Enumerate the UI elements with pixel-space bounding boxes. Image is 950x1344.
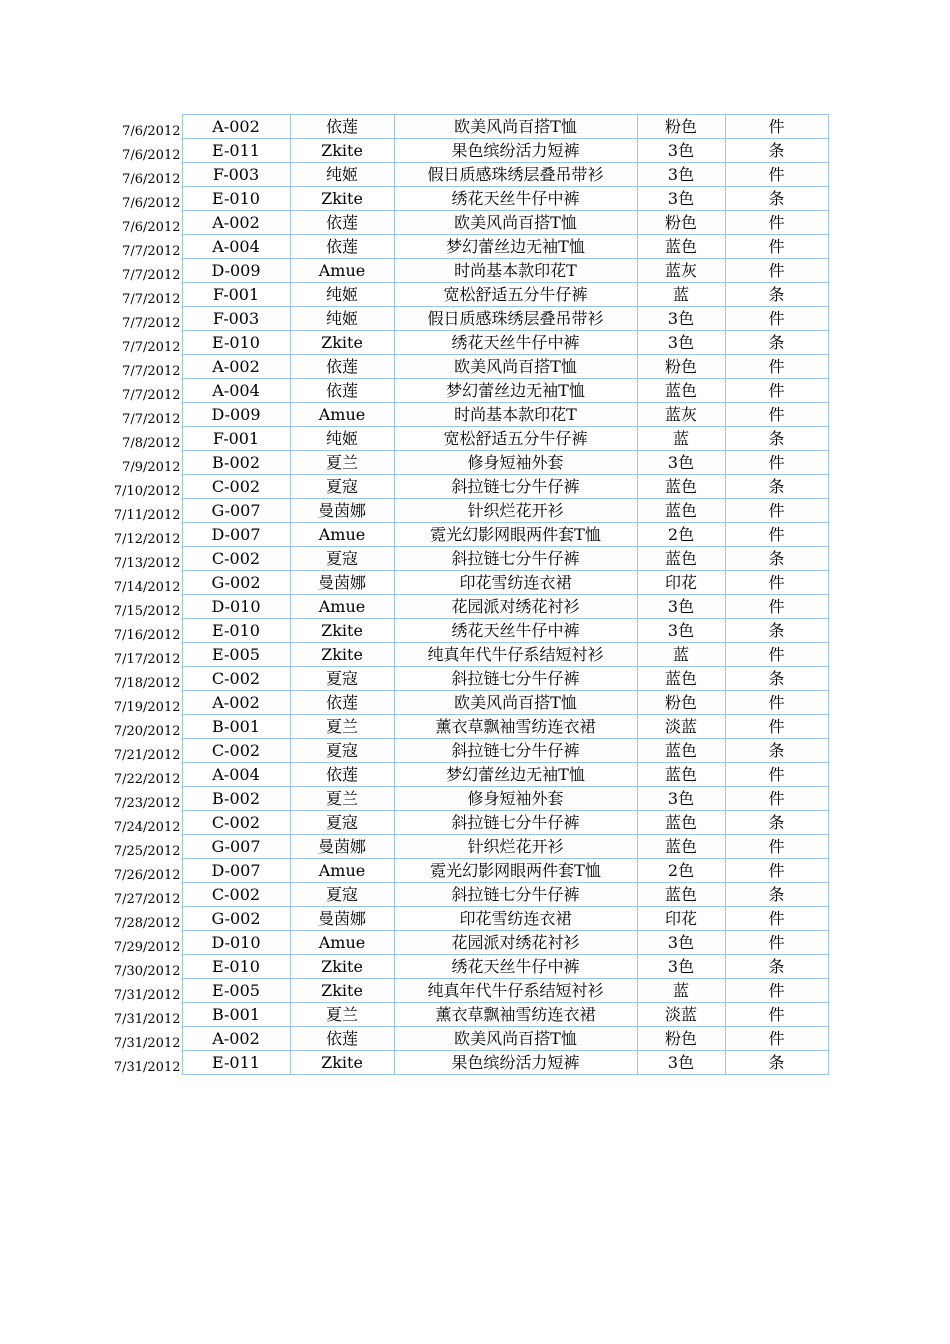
product-name-cell: 欧美风尚百搭T恤 — [394, 691, 637, 715]
unit-cell: 件 — [725, 403, 828, 427]
table-row — [94, 307, 828, 331]
brand-cell: Zkite — [290, 979, 394, 1003]
unit-cell: 件 — [725, 715, 828, 739]
product-name-cell: 梦幻蕾丝边无袖T恤 — [394, 763, 637, 787]
product-code-cell: D-009 — [182, 403, 290, 427]
product-name-cell: 印花雪纺连衣裙 — [394, 907, 637, 931]
unit-cell: 条 — [725, 427, 828, 451]
product-code-cell: G-002 — [182, 571, 290, 595]
brand-cell: 夏寇 — [290, 739, 394, 763]
table-row — [94, 739, 828, 763]
date-cell: 7/7/2012 — [94, 403, 182, 427]
unit-cell: 件 — [725, 523, 828, 547]
product-code-cell: A-002 — [182, 355, 290, 379]
unit-cell: 条 — [725, 739, 828, 763]
unit-cell: 件 — [725, 931, 828, 955]
brand-cell: Zkite — [290, 955, 394, 979]
brand-cell: 夏寇 — [290, 475, 394, 499]
product-code-cell: A-002 — [182, 1027, 290, 1051]
unit-cell: 件 — [725, 571, 828, 595]
product-name-cell: 欧美风尚百搭T恤 — [394, 211, 637, 235]
color-cell: 3色 — [637, 619, 725, 643]
color-cell: 2色 — [637, 859, 725, 883]
color-cell: 3色 — [637, 307, 725, 331]
unit-cell: 件 — [725, 835, 828, 859]
unit-cell: 条 — [725, 283, 828, 307]
date-cell: 7/12/2012 — [94, 523, 182, 547]
unit-cell: 件 — [725, 979, 828, 1003]
brand-cell: 依莲 — [290, 379, 394, 403]
color-cell: 淡蓝 — [637, 715, 725, 739]
product-code-cell: A-002 — [182, 115, 290, 139]
color-cell: 蓝色 — [637, 739, 725, 763]
table-row — [94, 715, 828, 739]
table-row — [94, 1027, 828, 1051]
brand-cell: 夏兰 — [290, 715, 394, 739]
color-cell: 3色 — [637, 187, 725, 211]
color-cell: 蓝色 — [637, 667, 725, 691]
product-name-cell: 斜拉链七分牛仔裤 — [394, 667, 637, 691]
unit-cell: 件 — [725, 595, 828, 619]
brand-cell: Zkite — [290, 619, 394, 643]
product-code-cell: D-010 — [182, 931, 290, 955]
color-cell: 蓝 — [637, 427, 725, 451]
table-row — [94, 907, 828, 931]
brand-cell: Amue — [290, 859, 394, 883]
color-cell: 印花 — [637, 571, 725, 595]
unit-cell: 件 — [725, 643, 828, 667]
date-cell: 7/7/2012 — [94, 259, 182, 283]
product-name-cell: 果色缤纷活力短裤 — [394, 1051, 637, 1075]
unit-cell: 条 — [725, 667, 828, 691]
color-cell: 粉色 — [637, 355, 725, 379]
color-cell: 3色 — [637, 139, 725, 163]
color-cell: 粉色 — [637, 115, 725, 139]
date-cell: 7/9/2012 — [94, 451, 182, 475]
date-cell: 7/6/2012 — [94, 163, 182, 187]
table-row — [94, 499, 828, 523]
product-code-cell: C-002 — [182, 739, 290, 763]
product-name-cell: 绣花天丝牛仔中裤 — [394, 619, 637, 643]
brand-cell: 依莲 — [290, 115, 394, 139]
table-row — [94, 859, 828, 883]
unit-cell: 件 — [725, 859, 828, 883]
product-code-cell: E-010 — [182, 187, 290, 211]
brand-cell: 曼茵娜 — [290, 499, 394, 523]
color-cell: 粉色 — [637, 211, 725, 235]
table-row — [94, 355, 828, 379]
table-row — [94, 787, 828, 811]
table-row — [94, 283, 828, 307]
unit-cell: 条 — [725, 1051, 828, 1075]
unit-cell: 条 — [725, 547, 828, 571]
date-cell: 7/6/2012 — [94, 187, 182, 211]
product-name-cell: 花园派对绣花衬衫 — [394, 595, 637, 619]
unit-cell: 件 — [725, 307, 828, 331]
unit-cell: 件 — [725, 379, 828, 403]
color-cell: 蓝色 — [637, 811, 725, 835]
brand-cell: Zkite — [290, 643, 394, 667]
color-cell: 3色 — [637, 595, 725, 619]
product-code-cell: F-001 — [182, 427, 290, 451]
product-name-cell: 花园派对绣花衬衫 — [394, 931, 637, 955]
product-code-cell: C-002 — [182, 883, 290, 907]
unit-cell: 条 — [725, 811, 828, 835]
date-cell: 7/6/2012 — [94, 139, 182, 163]
product-name-cell: 薰衣草飘袖雪纺连衣裙 — [394, 715, 637, 739]
unit-cell: 件 — [725, 235, 828, 259]
date-cell: 7/30/2012 — [94, 955, 182, 979]
product-name-cell: 修身短袖外套 — [394, 451, 637, 475]
product-name-cell: 针织烂花开衫 — [394, 499, 637, 523]
product-code-cell: E-005 — [182, 979, 290, 1003]
table-row — [94, 619, 828, 643]
brand-cell: 依莲 — [290, 1027, 394, 1051]
unit-cell: 件 — [725, 1027, 828, 1051]
table-row — [94, 451, 828, 475]
date-cell: 7/17/2012 — [94, 643, 182, 667]
unit-cell: 件 — [725, 691, 828, 715]
product-code-cell: D-007 — [182, 523, 290, 547]
unit-cell: 件 — [725, 259, 828, 283]
date-cell: 7/23/2012 — [94, 787, 182, 811]
brand-cell: 纯姬 — [290, 307, 394, 331]
color-cell: 3色 — [637, 451, 725, 475]
product-name-cell: 梦幻蕾丝边无袖T恤 — [394, 379, 637, 403]
product-code-cell: B-002 — [182, 451, 290, 475]
product-name-cell: 假日质感珠绣层叠吊带衫 — [394, 163, 637, 187]
table-row — [94, 691, 828, 715]
table-row — [94, 931, 828, 955]
table-row — [94, 835, 828, 859]
brand-cell: Zkite — [290, 139, 394, 163]
product-name-cell: 霓光幻影网眼两件套T恤 — [394, 859, 637, 883]
date-cell: 7/24/2012 — [94, 811, 182, 835]
date-cell: 7/25/2012 — [94, 835, 182, 859]
product-name-cell: 修身短袖外套 — [394, 787, 637, 811]
color-cell: 粉色 — [637, 691, 725, 715]
product-name-cell: 霓光幻影网眼两件套T恤 — [394, 523, 637, 547]
brand-cell: 纯姬 — [290, 163, 394, 187]
product-name-cell: 斜拉链七分牛仔裤 — [394, 739, 637, 763]
unit-cell: 件 — [725, 451, 828, 475]
date-cell: 7/7/2012 — [94, 331, 182, 355]
unit-cell: 条 — [725, 955, 828, 979]
date-cell: 7/19/2012 — [94, 691, 182, 715]
product-code-cell: A-002 — [182, 691, 290, 715]
brand-cell: Amue — [290, 523, 394, 547]
product-code-cell: D-007 — [182, 859, 290, 883]
sales-table — [94, 114, 829, 1075]
color-cell: 印花 — [637, 907, 725, 931]
brand-cell: 曼茵娜 — [290, 907, 394, 931]
color-cell: 蓝 — [637, 643, 725, 667]
date-cell: 7/20/2012 — [94, 715, 182, 739]
product-name-cell: 果色缤纷活力短裤 — [394, 139, 637, 163]
product-code-cell: F-003 — [182, 307, 290, 331]
product-name-cell: 斜拉链七分牛仔裤 — [394, 883, 637, 907]
date-cell: 7/7/2012 — [94, 307, 182, 331]
table-row — [94, 811, 828, 835]
brand-cell: 曼茵娜 — [290, 835, 394, 859]
color-cell: 蓝色 — [637, 763, 725, 787]
unit-cell: 条 — [725, 475, 828, 499]
date-cell: 7/13/2012 — [94, 547, 182, 571]
color-cell: 蓝色 — [637, 547, 725, 571]
unit-cell: 件 — [725, 763, 828, 787]
color-cell: 3色 — [637, 931, 725, 955]
color-cell: 蓝色 — [637, 499, 725, 523]
table-row — [94, 1051, 828, 1075]
date-cell: 7/26/2012 — [94, 859, 182, 883]
color-cell: 蓝 — [637, 979, 725, 1003]
brand-cell: 夏寇 — [290, 667, 394, 691]
product-code-cell: A-004 — [182, 379, 290, 403]
table-row — [94, 643, 828, 667]
color-cell: 粉色 — [637, 1027, 725, 1051]
product-code-cell: C-002 — [182, 547, 290, 571]
date-cell: 7/6/2012 — [94, 211, 182, 235]
date-cell: 7/7/2012 — [94, 355, 182, 379]
unit-cell: 条 — [725, 619, 828, 643]
color-cell: 蓝灰 — [637, 403, 725, 427]
unit-cell: 条 — [725, 883, 828, 907]
product-name-cell: 薰衣草飘袖雪纺连衣裙 — [394, 1003, 637, 1027]
color-cell: 蓝色 — [637, 235, 725, 259]
product-code-cell: A-004 — [182, 235, 290, 259]
table-row — [94, 667, 828, 691]
date-cell: 7/7/2012 — [94, 283, 182, 307]
color-cell: 淡蓝 — [637, 1003, 725, 1027]
sales-table-body — [94, 115, 828, 1075]
table-row — [94, 547, 828, 571]
table-row — [94, 211, 828, 235]
table-row — [94, 763, 828, 787]
product-name-cell: 针织烂花开衫 — [394, 835, 637, 859]
date-cell: 7/11/2012 — [94, 499, 182, 523]
date-cell: 7/7/2012 — [94, 379, 182, 403]
color-cell: 3色 — [637, 1051, 725, 1075]
table-row — [94, 595, 828, 619]
date-cell: 7/16/2012 — [94, 619, 182, 643]
brand-cell: 夏兰 — [290, 1003, 394, 1027]
table-row — [94, 427, 828, 451]
product-code-cell: E-011 — [182, 139, 290, 163]
table-row — [94, 523, 828, 547]
date-cell: 7/31/2012 — [94, 979, 182, 1003]
unit-cell: 件 — [725, 355, 828, 379]
color-cell: 3色 — [637, 787, 725, 811]
product-name-cell: 时尚基本款印花T — [394, 403, 637, 427]
color-cell: 3色 — [637, 955, 725, 979]
brand-cell: Zkite — [290, 331, 394, 355]
color-cell: 2色 — [637, 523, 725, 547]
date-cell: 7/14/2012 — [94, 571, 182, 595]
date-cell: 7/8/2012 — [94, 427, 182, 451]
brand-cell: 纯姬 — [290, 283, 394, 307]
product-code-cell: E-010 — [182, 331, 290, 355]
brand-cell: Amue — [290, 403, 394, 427]
product-name-cell: 纯真年代牛仔系结短衬衫 — [394, 643, 637, 667]
product-name-cell: 欧美风尚百搭T恤 — [394, 115, 637, 139]
brand-cell: Zkite — [290, 1051, 394, 1075]
date-cell: 7/31/2012 — [94, 1027, 182, 1051]
color-cell: 蓝色 — [637, 883, 725, 907]
product-code-cell: B-001 — [182, 1003, 290, 1027]
brand-cell: 夏寇 — [290, 547, 394, 571]
color-cell: 蓝色 — [637, 379, 725, 403]
brand-cell: Amue — [290, 259, 394, 283]
table-row — [94, 1003, 828, 1027]
table-row — [94, 883, 828, 907]
product-code-cell: D-010 — [182, 595, 290, 619]
product-name-cell: 斜拉链七分牛仔裤 — [394, 547, 637, 571]
color-cell: 3色 — [637, 163, 725, 187]
product-name-cell: 欧美风尚百搭T恤 — [394, 355, 637, 379]
product-code-cell: F-003 — [182, 163, 290, 187]
table-row — [94, 571, 828, 595]
unit-cell: 件 — [725, 163, 828, 187]
product-code-cell: A-004 — [182, 763, 290, 787]
table-row — [94, 115, 828, 139]
table-row — [94, 331, 828, 355]
brand-cell: 依莲 — [290, 763, 394, 787]
product-code-cell: D-009 — [182, 259, 290, 283]
color-cell: 蓝色 — [637, 475, 725, 499]
product-name-cell: 绣花天丝牛仔中裤 — [394, 331, 637, 355]
table-row — [94, 235, 828, 259]
color-cell: 蓝灰 — [637, 259, 725, 283]
unit-cell: 件 — [725, 907, 828, 931]
table-row — [94, 955, 828, 979]
date-cell: 7/27/2012 — [94, 883, 182, 907]
table-row — [94, 403, 828, 427]
product-name-cell: 时尚基本款印花T — [394, 259, 637, 283]
unit-cell: 件 — [725, 211, 828, 235]
date-cell: 7/21/2012 — [94, 739, 182, 763]
product-name-cell: 绣花天丝牛仔中裤 — [394, 187, 637, 211]
brand-cell: Zkite — [290, 187, 394, 211]
unit-cell: 件 — [725, 115, 828, 139]
product-name-cell: 斜拉链七分牛仔裤 — [394, 475, 637, 499]
product-code-cell: A-002 — [182, 211, 290, 235]
product-name-cell: 宽松舒适五分牛仔裤 — [394, 427, 637, 451]
date-cell: 7/18/2012 — [94, 667, 182, 691]
brand-cell: 依莲 — [290, 211, 394, 235]
product-code-cell: B-001 — [182, 715, 290, 739]
unit-cell: 件 — [725, 1003, 828, 1027]
product-code-cell: E-005 — [182, 643, 290, 667]
product-code-cell: B-002 — [182, 787, 290, 811]
product-name-cell: 宽松舒适五分牛仔裤 — [394, 283, 637, 307]
color-cell: 蓝 — [637, 283, 725, 307]
unit-cell: 条 — [725, 331, 828, 355]
product-code-cell: C-002 — [182, 811, 290, 835]
product-name-cell: 假日质感珠绣层叠吊带衫 — [394, 307, 637, 331]
product-name-cell: 梦幻蕾丝边无袖T恤 — [394, 235, 637, 259]
brand-cell: 夏兰 — [290, 451, 394, 475]
product-code-cell: F-001 — [182, 283, 290, 307]
brand-cell: 纯姬 — [290, 427, 394, 451]
unit-cell: 条 — [725, 187, 828, 211]
product-name-cell: 斜拉链七分牛仔裤 — [394, 811, 637, 835]
product-code-cell: G-007 — [182, 835, 290, 859]
brand-cell: 夏寇 — [290, 883, 394, 907]
brand-cell: Amue — [290, 931, 394, 955]
product-code-cell: E-011 — [182, 1051, 290, 1075]
product-name-cell: 纯真年代牛仔系结短衬衫 — [394, 979, 637, 1003]
date-cell: 7/15/2012 — [94, 595, 182, 619]
product-name-cell: 欧美风尚百搭T恤 — [394, 1027, 637, 1051]
unit-cell: 件 — [725, 787, 828, 811]
unit-cell: 条 — [725, 139, 828, 163]
unit-cell: 件 — [725, 499, 828, 523]
date-cell: 7/31/2012 — [94, 1003, 182, 1027]
date-cell: 7/6/2012 — [94, 115, 182, 139]
brand-cell: 依莲 — [290, 355, 394, 379]
table-row — [94, 259, 828, 283]
table-row — [94, 163, 828, 187]
color-cell: 3色 — [637, 331, 725, 355]
product-name-cell: 印花雪纺连衣裙 — [394, 571, 637, 595]
product-code-cell: E-010 — [182, 955, 290, 979]
brand-cell: 依莲 — [290, 235, 394, 259]
product-code-cell: C-002 — [182, 475, 290, 499]
product-code-cell: C-002 — [182, 667, 290, 691]
date-cell: 7/10/2012 — [94, 475, 182, 499]
date-cell: 7/29/2012 — [94, 931, 182, 955]
table-row — [94, 379, 828, 403]
table-row — [94, 475, 828, 499]
brand-cell: 夏寇 — [290, 811, 394, 835]
date-cell: 7/7/2012 — [94, 235, 182, 259]
product-code-cell: G-002 — [182, 907, 290, 931]
brand-cell: 曼茵娜 — [290, 571, 394, 595]
product-code-cell: G-007 — [182, 499, 290, 523]
color-cell: 蓝色 — [637, 835, 725, 859]
product-name-cell: 绣花天丝牛仔中裤 — [394, 955, 637, 979]
brand-cell: 夏兰 — [290, 787, 394, 811]
sales-table-sheet — [94, 114, 829, 1075]
date-cell: 7/22/2012 — [94, 763, 182, 787]
brand-cell: 依莲 — [290, 691, 394, 715]
date-cell: 7/31/2012 — [94, 1051, 182, 1075]
date-cell: 7/28/2012 — [94, 907, 182, 931]
brand-cell: Amue — [290, 595, 394, 619]
table-row — [94, 979, 828, 1003]
table-row — [94, 187, 828, 211]
table-row — [94, 139, 828, 163]
product-code-cell: E-010 — [182, 619, 290, 643]
